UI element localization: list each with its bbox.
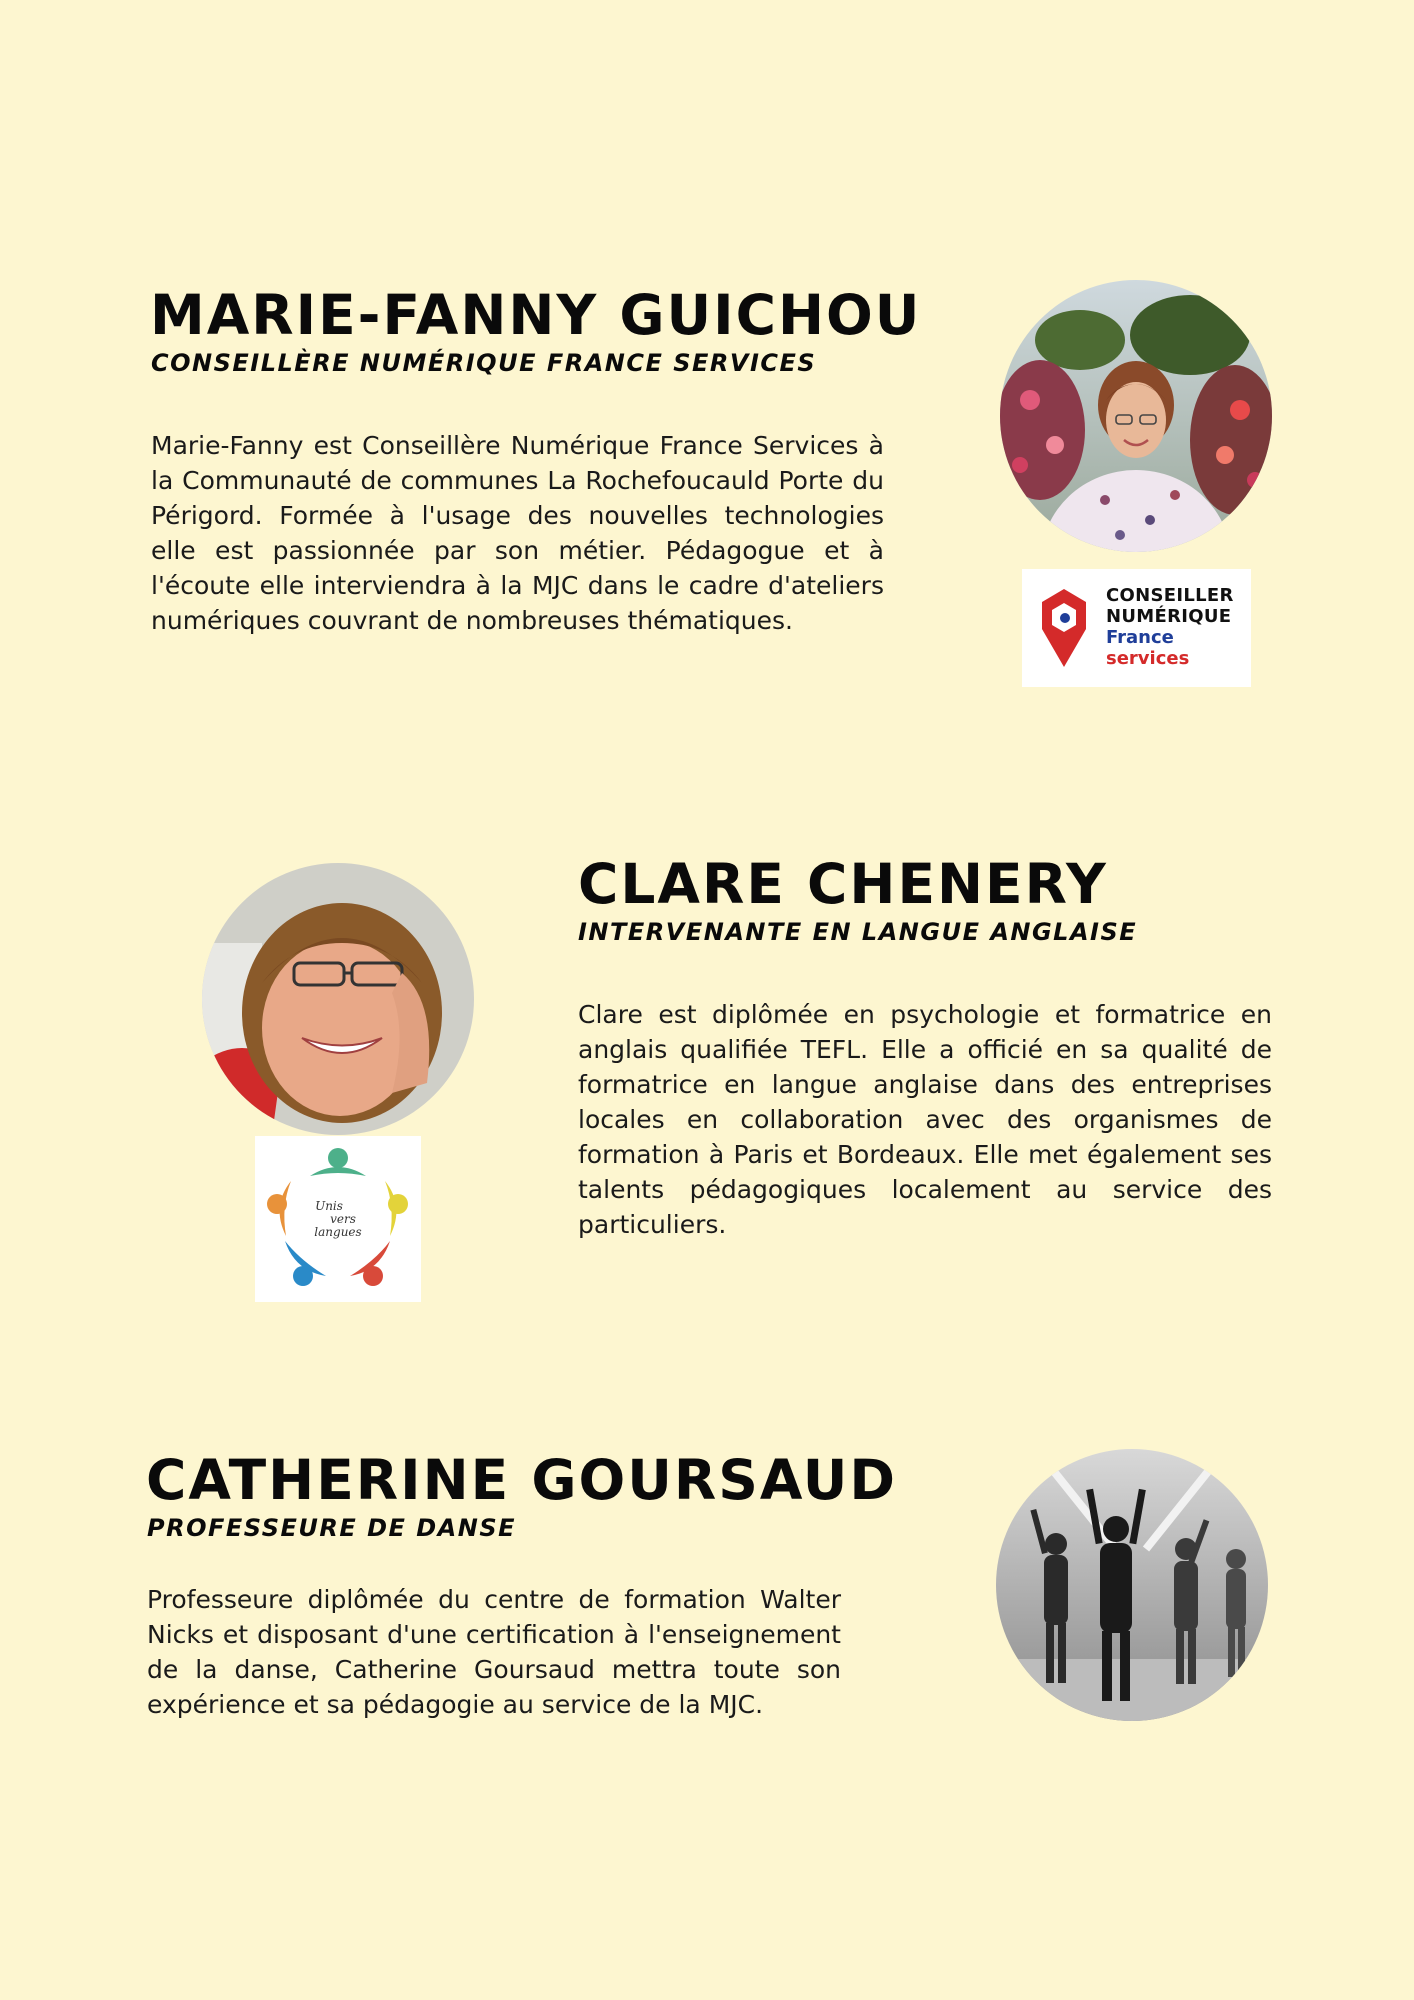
profile-role: INTERVENANTE EN LANGUE ANGLAISE <box>578 918 1138 946</box>
profile-bio: Marie-Fanny est Conseillère Numérique France Services à la Communauté de communes La Rochefoucauld Porte du Périgord. Formée à l'usage des nouvelles technologies elle est passionnée par son métier. Pédagogue et à l'écoute elle interviendra à la MJC dans le cadre d'ateliers numériques couvrant de nombreuses thématiques. <box>151 431 884 635</box>
dance-class-photo <box>996 1449 1268 1721</box>
profile-role: CONSEILLÈRE NUMÉRIQUE FRANCE SERVICES <box>151 349 817 377</box>
profile-name: CATHERINE GOURSAUD <box>146 1448 898 1512</box>
portrait-photo <box>202 863 474 1135</box>
profile-name: MARIE-FANNY GUICHOU <box>150 283 922 347</box>
conseiller-numerique-logo <box>1022 569 1251 687</box>
profile-name: CLARE CHENERY <box>578 852 1108 916</box>
profile-bio: Clare est diplômée en psychologie et formatrice en anglais qualifiée TEFL. Elle a officié en sa qualité de formatrice en langue anglaise dans des entreprises locales en collaboration avec des organismes de formation à Paris et Bordeaux. Elle met également ses talents pédagogiques localement au service des particuliers. <box>578 1000 1272 1239</box>
logo-text: Unis vers langues <box>314 1199 362 1239</box>
profile-bio: Professeure diplômée du centre de formation Walter Nicks et disposant d'une certification à l'enseignement de la danse, Catherine Goursaud mettra toute son expérience et sa pédagogie au service de la MJC. <box>147 1585 841 1719</box>
unis-vers-langues-logo <box>255 1136 421 1302</box>
profile-role: PROFESSEURE DE DANSE <box>147 1514 517 1542</box>
logo-text: CONSEILLER NUMÉRIQUE France services <box>1106 585 1234 669</box>
portrait-photo <box>1000 280 1272 552</box>
